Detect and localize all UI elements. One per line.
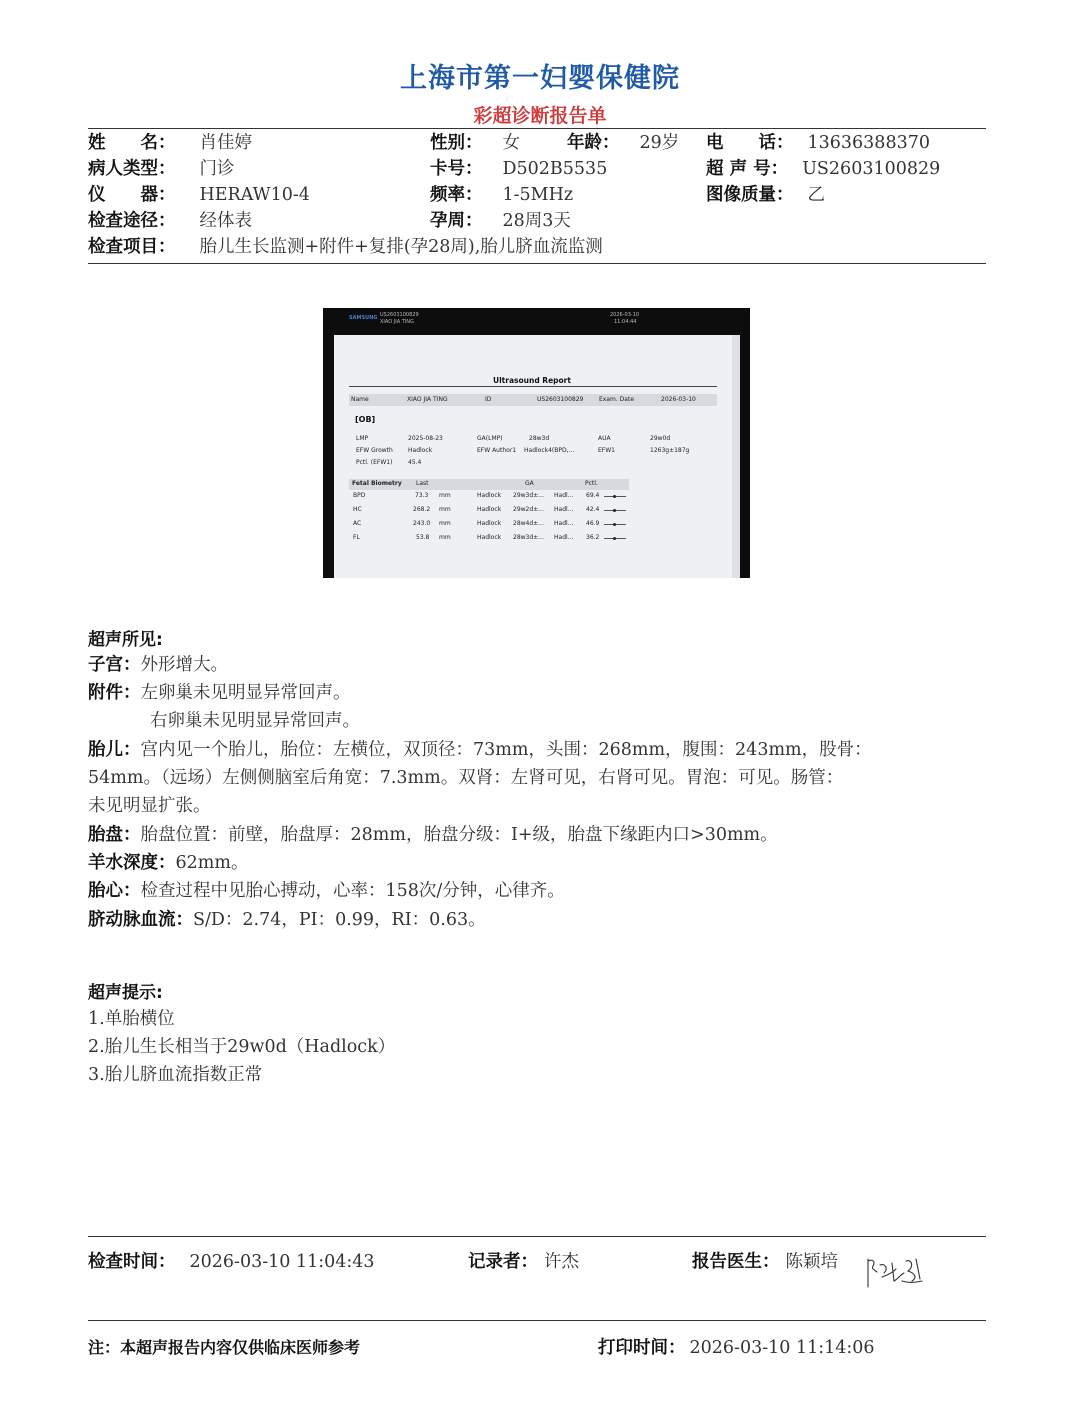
us-date: 2026-03-10 <box>661 396 696 403</box>
us-col-pctl: Pctl. <box>585 480 598 487</box>
us-efw1: 1263g±187g <box>650 447 690 454</box>
finding-adnexa-right: 右卵巢未见明显异常回声。 <box>150 711 360 731</box>
exam-items: 胎儿生长监测+附件+复排(孕28周),胎儿脐血流监测 <box>199 237 603 257</box>
patient-type: 门诊 <box>199 159 235 179</box>
doctor-label: 报告医生： <box>692 1252 780 1272</box>
impression-item: 2.胎儿生长相当于29w0d（Hadlock） <box>88 1037 396 1057</box>
us-report-title: Ultrasound Report <box>493 376 571 385</box>
us-bio-graph <box>604 521 626 525</box>
name-label: 姓 名： <box>88 133 176 153</box>
us-bio-method: Hadlock <box>477 520 502 527</box>
recorder-name: 许杰 <box>544 1252 579 1272</box>
ultrasound-report-sheet <box>334 335 740 578</box>
finding-amniotic <box>88 852 248 874</box>
us-bio-ref: Hadl... <box>554 506 574 513</box>
disclaimer-note: 注：本超声报告内容仅供临床医师参考 <box>88 1338 361 1357</box>
finding-heart <box>88 880 565 902</box>
finding-umbilical <box>88 909 486 931</box>
us-lmp: 2025-08-23 <box>408 435 443 442</box>
us-efw-growth-label: EFW Growth <box>356 447 393 454</box>
adnexa-label: 附件： <box>88 683 141 703</box>
ultrasound-topbar <box>323 308 750 334</box>
image-quality: 乙 <box>807 185 825 205</box>
samsung-logo: SAMSUNG <box>349 315 378 321</box>
patient-age: 29岁 <box>639 133 680 153</box>
us-aua-label: AUA <box>598 435 611 442</box>
us-no-label: 超 声 号： <box>706 159 789 179</box>
type-label: 病人类型： <box>88 159 176 179</box>
us-ga-lmp-label: GA(LMP) <box>477 435 503 442</box>
doctor-signature-icon <box>862 1251 926 1291</box>
us-bio-ref: Hadl... <box>554 520 574 527</box>
ga-label: 孕周： <box>430 211 483 231</box>
us-efw-growth: Hadlock <box>408 447 433 454</box>
recorder-label: 记录者： <box>468 1252 538 1272</box>
us-id-label: ID <box>485 396 492 403</box>
umbilical-text: S/D：2.74，PI：0.99，RI：0.63。 <box>193 910 486 930</box>
finding-placenta <box>88 824 778 846</box>
us-top-name: XIAO JIA TING <box>380 319 414 325</box>
adnexa-left-text: 左卵巢未见明显异常回声。 <box>140 683 351 703</box>
heart-text: 检查过程中见胎心搏动，心率：158次/分钟，心律齐。 <box>140 881 565 901</box>
us-top-time: 11:04:44 <box>614 319 637 325</box>
us-col-ga: GA <box>525 480 534 487</box>
afv-label: 羊水深度： <box>88 853 176 873</box>
hospital-name: 上海市第一妇婴保健院 <box>400 63 680 94</box>
us-bio-graph <box>604 535 626 539</box>
us-bio-pctl: 69.4 <box>586 492 600 499</box>
impression-heading: 超声提示: <box>88 983 163 1003</box>
freq-label: 频率： <box>430 185 483 205</box>
patient-card: D502B5535 <box>502 159 608 179</box>
us-bio-value: 243.0 <box>413 520 431 527</box>
us-title-rule <box>349 386 717 387</box>
us-date-label: Exam. Date <box>599 396 635 403</box>
item-label: 检查项目： <box>88 237 176 257</box>
us-bio-unit: mm <box>439 520 451 527</box>
route-label: 检查途径： <box>88 211 176 231</box>
us-bio-graph <box>604 507 626 511</box>
placenta-text: 胎盘位置：前壁，胎盘厚：28mm，胎盘分级：Ⅰ+级，胎盘下缘距内口>30mm。 <box>140 825 778 845</box>
age-label: 年龄： <box>567 133 620 153</box>
us-efw-author-label: EFW Author1 <box>477 447 517 454</box>
afv-text: 62mm。 <box>175 853 249 873</box>
us-bio-unit: mm <box>439 492 451 499</box>
us-pctl-label: Pctl. (EFW1) <box>356 459 393 466</box>
us-bio-value: 53.8 <box>416 534 430 541</box>
us-bio-method: Hadlock <box>477 534 502 541</box>
us-name-label: Name <box>351 396 369 403</box>
impression-item: 3.胎儿脐血流指数正常 <box>88 1065 263 1085</box>
placenta-label: 胎盘： <box>88 825 141 845</box>
finding-fetus <box>88 739 872 761</box>
heart-label: 胎心： <box>88 881 141 901</box>
us-biometry-header <box>349 479 629 490</box>
us-efw-author: Hadlock4(BPD,... <box>524 447 575 454</box>
us-scrollbar <box>732 335 740 578</box>
us-bio-value: 268.2 <box>413 506 431 513</box>
gender-label: 性别： <box>430 133 483 153</box>
us-bio-method: Hadlock <box>477 492 502 499</box>
us-bio-ref: Hadl... <box>554 534 574 541</box>
exam-route: 经体表 <box>199 211 252 231</box>
us-bio-name: FL <box>353 534 360 541</box>
us-bio-ref: Hadl... <box>554 492 574 499</box>
us-bio-pctl: 42.4 <box>586 506 600 513</box>
us-bio-pctl: 46.9 <box>586 520 600 527</box>
us-aua: 29w0d <box>650 435 671 442</box>
fetus-text-line1: 宫内见一个胎儿，胎位：左横位，双顶径：73mm，头围：268mm，腹围：243mm，股骨： <box>140 740 872 760</box>
us-bio-unit: mm <box>439 534 451 541</box>
report-title: 彩超诊断报告单 <box>473 105 607 127</box>
us-efw1-label: EFW1 <box>598 447 615 454</box>
us-top-id: US2603100829 <box>380 312 419 318</box>
us-col-last: Last <box>416 480 429 487</box>
patient-gender: 女 <box>502 133 520 153</box>
us-name: XIAO JIA TING <box>407 396 448 403</box>
umbilical-label: 脐动脉血流： <box>88 910 193 930</box>
exam-time: 2026-03-10 11:04:43 <box>189 1252 375 1272</box>
doctor-name: 陈颖培 <box>785 1252 838 1272</box>
us-bio-graph <box>604 493 626 497</box>
quality-label: 图像质量： <box>706 185 794 205</box>
print-time: 2026-03-10 11:14:06 <box>689 1338 875 1358</box>
uterus-label: 子宫： <box>88 655 141 675</box>
header-divider-top <box>88 128 986 129</box>
us-bio-name: BPD <box>353 492 366 499</box>
us-id-row <box>349 394 717 406</box>
us-bio-name: AC <box>353 520 362 527</box>
us-bio-ga: 29w2d±... <box>513 506 544 513</box>
exam-time-label: 检查时间： <box>88 1252 176 1272</box>
fetus-text-line2: 54mm。（远场）左侧侧脑室后角宽：7.3mm。双肾：左肾可见，右肾可见。胃泡：可见。肠管： <box>88 768 844 788</box>
us-pctl: 45.4 <box>408 459 422 466</box>
phone-label: 电 话： <box>706 133 794 153</box>
findings-heading: 超声所见: <box>88 630 163 650</box>
us-number: US2603100829 <box>802 159 941 179</box>
us-bio-name: HC <box>353 506 362 513</box>
us-ga-lmp: 28w3d <box>529 435 550 442</box>
print-time-label: 打印时间： <box>598 1338 686 1358</box>
impression-item: 1.单胎横位 <box>88 1009 175 1029</box>
gestational-age: 28周3天 <box>502 211 571 231</box>
us-id: US2603100829 <box>537 396 584 403</box>
us-bio-pctl: 36.2 <box>586 534 600 541</box>
fetus-text-line3: 未见明显扩张。 <box>88 796 211 816</box>
us-bio-method: Hadlock <box>477 506 502 513</box>
frequency: 1-5MHz <box>502 185 574 205</box>
patient-name: 肖佳婷 <box>199 133 252 153</box>
footer-divider-bottom <box>88 1320 986 1321</box>
us-bio-ga: 29w3d±... <box>513 492 544 499</box>
us-bio-value: 73.3 <box>415 492 429 499</box>
us-bio-ga: 28w4d±... <box>513 520 544 527</box>
us-col-biometry: Fetal Biometry <box>352 480 402 487</box>
device: HERAW10-4 <box>199 185 310 205</box>
us-lmp-label: LMP <box>356 435 369 442</box>
ultrasound-image <box>323 308 750 578</box>
us-bio-ga: 28w3d±... <box>513 534 544 541</box>
finding-uterus <box>88 654 228 676</box>
patient-phone: 13636388370 <box>807 133 930 153</box>
finding-adnexa <box>88 682 351 704</box>
uterus-text: 外形增大。 <box>140 655 228 675</box>
fetus-label: 胎儿： <box>88 740 141 760</box>
us-ob-label: [OB] <box>355 415 376 424</box>
device-label: 仪 器： <box>88 185 176 205</box>
card-label: 卡号： <box>430 159 483 179</box>
header-divider-bottom <box>88 263 986 264</box>
us-bio-unit: mm <box>439 506 451 513</box>
footer-divider-top <box>88 1236 986 1237</box>
us-top-date: 2026-03-10 <box>610 312 640 318</box>
